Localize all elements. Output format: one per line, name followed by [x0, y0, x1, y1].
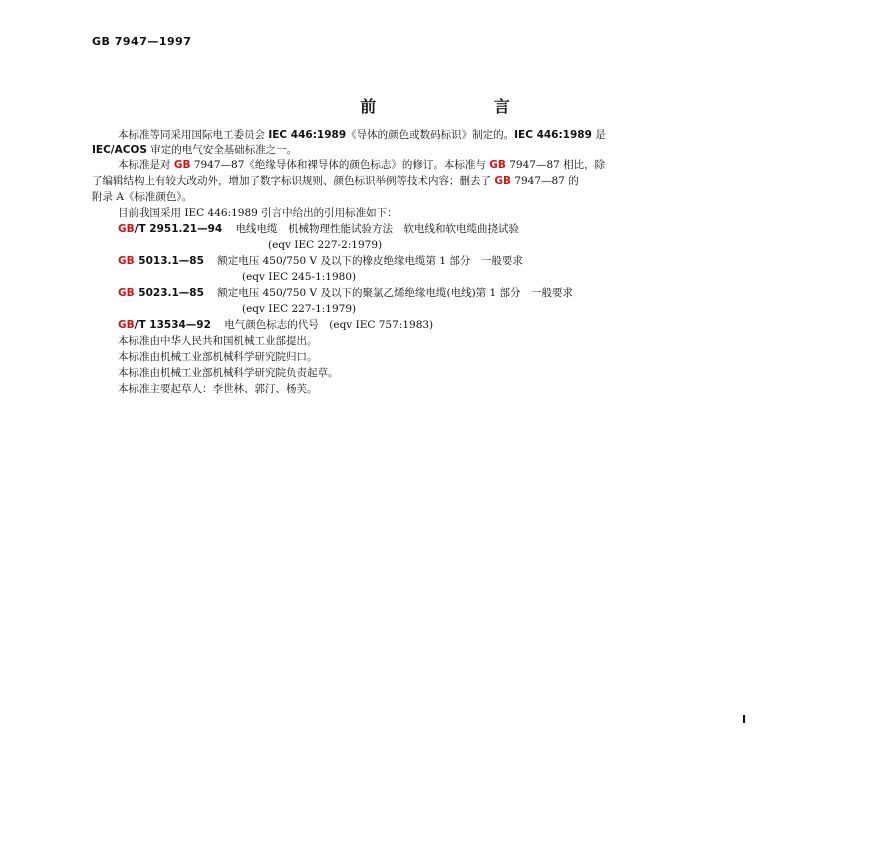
- reference-code: 5013.1—85: [134, 255, 204, 267]
- para3-line: 目前我国采用 IEC 446:1989 引言中给出的引用标准如下：: [118, 207, 398, 219]
- reference-item: [118, 222, 808, 237]
- reference-item: [118, 254, 808, 269]
- para2-line1: [118, 158, 808, 173]
- page-title: 前 言: [360, 97, 566, 116]
- gb-highlight: GB: [118, 287, 135, 299]
- para2-text-l2b: 7947—87 的: [514, 175, 579, 187]
- reference-code: 5023.1—85: [134, 287, 204, 299]
- reference-title: 电气颜色标志的代号 (eqv IEC 757:1983): [224, 319, 434, 331]
- gb-highlight: GB: [489, 159, 506, 171]
- iec-acos-reference: IEC/ACOS: [92, 144, 147, 156]
- iec-reference: IEC 446:1989: [514, 129, 592, 141]
- gb-highlight: GB: [494, 175, 511, 187]
- reference-item: [118, 286, 808, 301]
- para1-line2: [92, 143, 782, 158]
- closing-line: 本标准主要起草人：李世林、郭汀、杨芙。: [118, 383, 318, 395]
- gb-highlight: GB: [173, 159, 191, 171]
- reference-eqv: (eqv IEC 227-2:1979): [268, 239, 383, 251]
- reference-code: /T 2951.21—94: [134, 223, 223, 235]
- iec-reference: IEC 446:1989: [268, 129, 347, 141]
- closing-line: 本标准由中华人民共和国机械工业部提出。: [118, 335, 318, 347]
- reference-title: 额定电压 450/750 V 及以下的橡皮绝缘电缆第 1 部分 一般要求: [217, 255, 523, 267]
- para1-text-a: 本标准等同采用国际电工委员会: [118, 129, 265, 141]
- reference-title: 电线电缆 机械物理性能试验方法 软电线和软电缆曲挠试验: [235, 223, 520, 235]
- page-number: I: [742, 713, 747, 726]
- para2-text-b: 7947—87《绝缘导体和裸导体的颜色标志》的修订。本标准与: [193, 159, 486, 171]
- reference-item: [118, 318, 808, 333]
- reference-code: /T 13534—92: [134, 319, 211, 331]
- gb-highlight: GB: [118, 255, 135, 267]
- gb-highlight: GB: [118, 319, 135, 331]
- para1-text-c: 《导体的颜色或数码标识》制定的。: [346, 129, 515, 141]
- para2-text-a: 本标准是对: [118, 159, 171, 171]
- reference-eqv: (eqv IEC 227-1:1979): [242, 303, 357, 315]
- para1-text-e: 是: [595, 129, 606, 141]
- para2-text-c: 7947—87 相比，除: [509, 159, 606, 171]
- para2-text-l3: 附录 A《标准颜色》。: [92, 191, 193, 203]
- para2-line3: [92, 190, 782, 205]
- reference-title: 额定电压 450/750 V 及以下的聚氯乙烯绝缘电缆(电线)第 1 部分 一般要求: [217, 287, 574, 299]
- closing-line: 本标准由机械工业部机械科学研究院归口。: [118, 351, 318, 363]
- para2-line2: [92, 174, 782, 189]
- gb-highlight: GB: [118, 223, 135, 235]
- standard-number-header: GB 7947—1997: [92, 35, 192, 48]
- para2-text-l2a: 了编辑结构上有较大改动外，增加了数字标识规则、颜色标识举例等技术内容；删去了: [92, 175, 491, 187]
- reference-eqv: (eqv IEC 245-1:1980): [242, 271, 357, 283]
- para1-text-l2: 审定的电气安全基础标准之一。: [150, 144, 298, 156]
- para1-line1: [118, 128, 808, 143]
- closing-line: 本标准由机械工业部机械科学研究院负责起草。: [118, 367, 339, 379]
